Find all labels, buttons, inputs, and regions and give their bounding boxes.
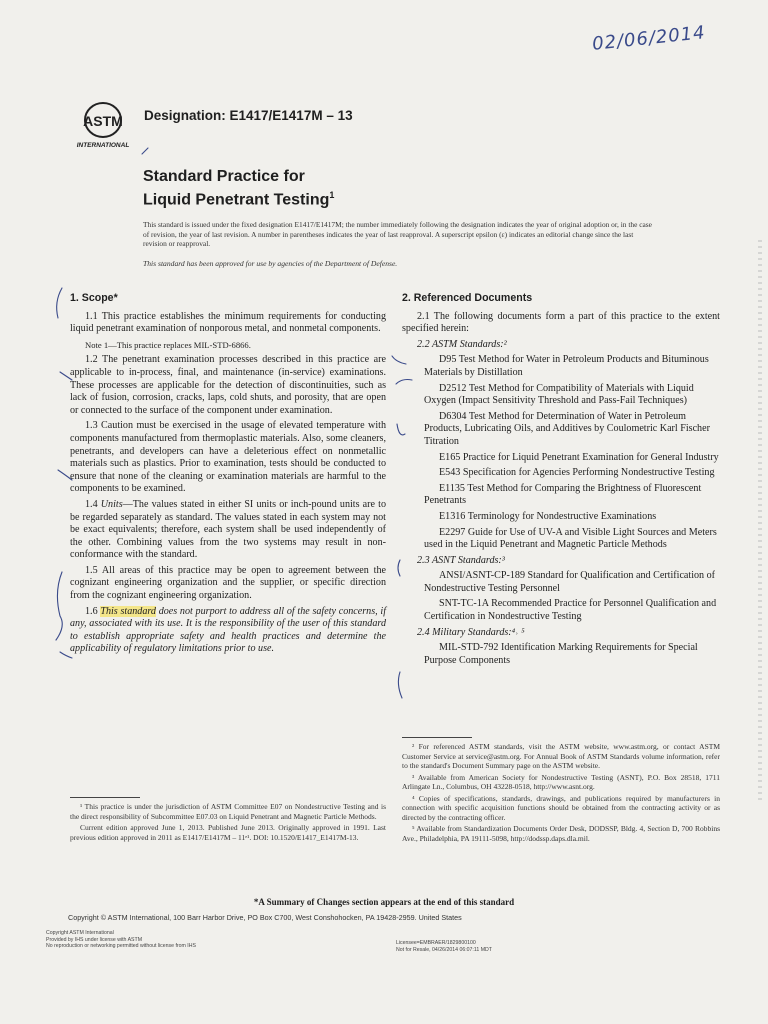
military-reference-list [402,642,720,667]
para-1-2: 1.2 The penetrant examination processes described in this practice are applicable to in-process, final, and maintenance (in-service) examinations. These processes are applicable for the detection of discontinuities, such as lack of fusion, corrosion, cracks, laps, cold shuts, and porosity, that are open or connected to the surface of the component under examination. [70,354,386,416]
footnote-3: ³ Available from American Society for Nondestructive Testing (ASNT), P.O. Box 28518, 1711 Arlingate Ln., Columbus, OH 43228-0518, http://www.asnt.org. [402,772,720,791]
asnt-reference-list [402,570,720,623]
reference-item: E165 Practice for Liquid Penetrant Examination for General Industry [439,451,719,463]
standard-issue-note: This standard is issued under the fixed designation E1417/E1417M; the number immediately following the designation indicates the year of original adoption or, in the case of revision, the year of last revision. A number in parentheses indicates the year of last reapproval. A superscript epsilon (ε) indicates an editorial change since the last revision or reapproval. [143,220,652,249]
copyright-line: Copyright © ASTM International, 100 Barr Harbor Drive, PO Box C700, West Conshohocken, PA 19428-2959. United States [68,913,462,922]
astm-standards-heading: 2.2 ASTM Standards:² [417,338,507,350]
svg-text:INTERNATIONAL: INTERNATIONAL [76,142,130,149]
military-standards-heading: 2.4 Military Standards:⁴˒ ⁵ [417,626,525,638]
reference-item: D2512 Test Method for Compatibility of Materials with Liquid Oxygen (Impact Sensitivity Threshold and Pass-Fail Techniques) [424,382,694,407]
reference-item: MIL-STD-792 Identification Marking Requirements for Special Purpose Components [424,642,698,666]
referenced-documents-heading: 2. Referenced Documents [402,292,533,304]
astm-reference-list [402,354,720,551]
handwritten-date: 02/06/2014 [591,22,707,55]
reference-item: ANSI/ASNT-CP-189 Standard for Qualification and Certification of Nondestructive Testing Personnel [424,570,716,594]
footnote-1: ¹ This practice is under the jurisdiction of ASTM Committee E07 on Nondestructive Testing and is the direct responsibility of Subcommittee E07.03 on Liquid Penetrant and Magnetic Particle Methods. [70,802,386,821]
scan-edge-dots [758,240,762,800]
para-1-1: 1.1 This practice establishes the minimum requirements for conducting liquid penetrant examination of nonporous metal, and nonmetal components. [70,310,386,335]
note-1: Note 1—This practice replaces MIL-STD-6866. [85,339,251,350]
para-1-4: 1.4 Units—The values stated in either SI units or inch-pound units are to be regarded separately as standard. The values stated in each system may not be exact equivalents; therefore, each system shall be used independently of the other. Combining values from the two systems may result in non-conformance with the standard. [70,498,386,561]
asnt-standards-heading: 2.3 ASNT Standards:³ [417,554,505,566]
left-column [70,292,386,659]
title-line-2: Liquid Penetrant Testing$^1$ [143,190,335,209]
reference-item: D95 Test Method for Water in Petroleum Products and Bituminous Materials by Distillation [424,354,709,378]
reference-item: D6304 Test Method for Determination of Water in Petroleum Products, Lubricating Oils, and Additives by Coulometric Karl Fischer Titration [424,410,710,447]
para-1-3: 1.3 Caution must be exercised in the usage of elevated temperature with components manufactured from thermoplastic materials. Also, some cleaners, penetrants, and developers can have a deleterious effect on nonmetallic materials such as plastics. Prior to examination, tests should be conducted to ensure that none of the cleaning or examination materials are harmful to the components to be examined. [70,420,386,495]
footnote-5: ⁵ Available from Standardization Documents Order Desk, DODSSP, Bldg. 4, Section D, 700 Robbins Ave., Philadelphia, PA 19111-5098, http://dodssp.daps.dla.mil. [402,824,720,843]
right-column [402,292,720,670]
footnote-2: ² For referenced ASTM standards, visit the ASTM website, www.astm.org, or contact ASTM Customer Service at service@astm.org. For Annual Book of ASTM Standards volume information, refer to the standard's Document Summary page on the ASTM website. [402,742,720,770]
astm-logo-icon [70,100,136,150]
scope-heading: 1. Scope* [70,292,118,304]
reference-item: E1316 Terminology for Nondestructive Examinations [439,510,657,522]
dod-approval-note: This standard has been approved for use by agencies of the Department of Defense. [143,259,398,268]
document-title [143,167,334,209]
reference-item: E543 Specification for Agencies Performing Nondestructive Testing [439,467,715,479]
reference-item: SNT-TC-1A Recommended Practice for Personnel Qualification and Certification in Nondestructive Testing [424,598,717,623]
footnote-rule-right [402,737,472,738]
footnote-rule-left [70,797,140,798]
license-info-right: Licensee=EMBRAER/1829800100 Not for Resale, 04/26/2014 06:07:11 MDT [396,940,492,953]
summary-of-changes-note: *A Summary of Changes section appears at the end of this standard [253,897,515,907]
license-info-left: Copyright ASTM International Provided by IHS under license with ASTM No reproduction or networking permitted without license from IHS [46,930,196,949]
reference-item: E1135 Test Method for Comparing the Brightness of Fluorescent Penetrants [424,482,702,507]
para-1-5: 1.5 All areas of this practice may be open to agreement between the cognizant engineering organization and the supplier, or specific direction from the cognizant engineering organization. [70,564,386,602]
reference-item: E2297 Guide for Use of UV-A and Visible Light Sources and Meters used in the Liquid Penetrant and Magnetic Particle Methods [424,526,717,551]
designation: Designation: E1417/E1417M – 13 [144,108,353,123]
footnote-1-edition: Current edition approved June 1, 2013. Published June 2013. Originally approved in 1991. Last previous edition approved in 2011 as E1417/E1417M – 11ᵉ¹. DOI: 10.1520/E1417_E1417M-13. [70,823,386,842]
svg-text:ASTM: ASTM [83,113,123,129]
para-2-1: 2.1 The following documents form a part of this practice to the extent specified herein: [402,310,720,335]
para-1-6: 1.6 This standard does not purport to address all of the safety concerns, if any, associated with its use. It is the responsibility of the user of this standard to establish appropriate safety and health practices and determine the applicability of regulatory limitations prior to use. [70,605,387,655]
footnotes-right [402,742,720,845]
footnotes-left [70,802,386,844]
title-line-1: Standard Practice for [143,168,305,185]
footnote-4: ⁴ Copies of specifications, standards, drawings, and publications required by manufacturers in connection with specific acquisition functions should be obtained from the contracting activity or as directed by the contracting officer. [402,793,720,822]
